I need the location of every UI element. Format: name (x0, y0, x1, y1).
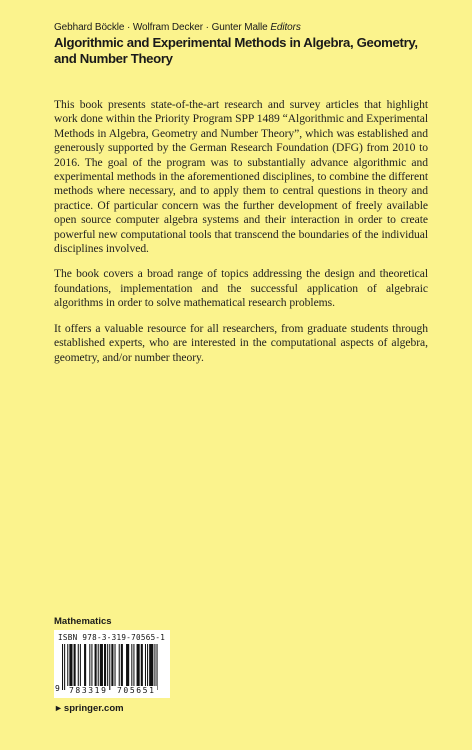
barcode-bar (149, 644, 153, 686)
barcode-bars (62, 644, 164, 692)
barcode-bar (119, 644, 120, 686)
blurb-paragraph: The book covers a broad range of topics addressing the design and theoretical foundations, implementation and the successful application of algebraic algorithms in order to solve mathematical research problems. (54, 267, 428, 310)
barcode-bar (111, 644, 113, 686)
barcode-bar (145, 644, 146, 686)
editors-role: Editors (270, 22, 301, 33)
barcode-bar (91, 644, 92, 686)
barcode-bar (154, 644, 155, 690)
barcode-bar (80, 644, 81, 686)
barcode-bar (74, 644, 76, 686)
barcode-bar (126, 644, 129, 686)
barcode-bar (78, 644, 79, 686)
barcode-bar (100, 644, 103, 686)
barcode-bar (131, 644, 132, 686)
barcode-bar (115, 644, 116, 686)
barcode-bar (104, 644, 106, 686)
barcode-bar (98, 644, 99, 686)
barcode-bar (109, 644, 110, 690)
editor-names: Gebhard Böckle · Wolfram Decker · Gunter Malle (54, 22, 268, 33)
barcode-left-digits: 783319 (69, 686, 108, 695)
barcode-bar (89, 644, 90, 686)
barcode-bar (62, 644, 63, 690)
barcode-bar (157, 644, 158, 690)
subject-label: Mathematics (54, 616, 112, 627)
blurb (54, 98, 428, 376)
barcode-bar (95, 644, 97, 686)
publisher-url: springer.com (63, 703, 124, 714)
blurb-paragraph: It offers a valuable resource for all researchers, from graduate students through established experts, who are interested in the computational aspects of algebra, geometry, and/or number theory. (54, 321, 428, 364)
barcode-bar (69, 644, 72, 686)
isbn-barcode (54, 630, 170, 698)
book-title: Algorithmic and Experimental Methods in Algebra, Geometry, and Number Theory (54, 35, 418, 66)
barcode-first-digit: 9 (55, 684, 60, 693)
barcode-bar (84, 644, 86, 686)
barcode-bar (67, 644, 68, 686)
barcode-bar (133, 644, 134, 686)
barcode-bar (121, 644, 123, 686)
barcode-bar (141, 644, 143, 686)
blurb-paragraph: This book presents state-of-the-art research and survey articles that highlight work done within the Priority Program SPP 1489 “Algorithmic and Experimental Methods in Algebra, Geometry and Number Theory”, which was established and generously supported by the German Research Foundation (DFG) from 2010 to 2016. The goal of the program was to substantially advance algorithmic and experimental methods in the aforementioned disciplines, to combine the different methods where necessary, and to apply them to central questions in theory and practice. Of particular concern was the further development of freely available open source computer algebra systems and their interaction in order to create powerful new computational tools that transcend the boundaries of the individual disciplines involved. (54, 98, 428, 256)
barcode-bar (107, 644, 108, 690)
editors-line (54, 22, 301, 33)
isbn-text: ISBN 978-3-319-70565-1 (58, 633, 166, 642)
barcode-right-digits: 705651 (117, 686, 156, 695)
barcode-bar (64, 644, 65, 690)
arrow-icon: ► (54, 703, 63, 713)
publisher-footer (54, 703, 124, 714)
barcode-bar (147, 644, 148, 686)
barcode-bar (137, 644, 140, 686)
